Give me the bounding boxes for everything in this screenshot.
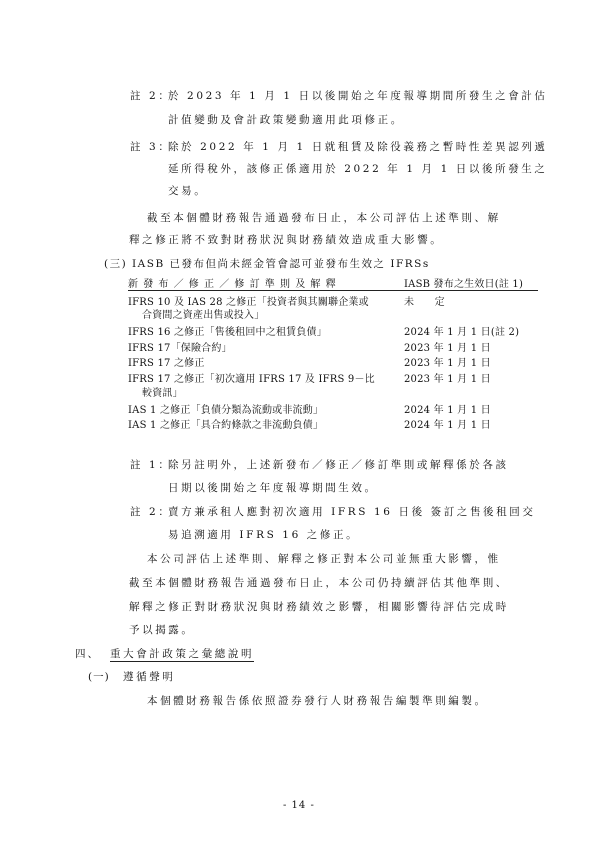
table-row-4-col2: 2023 年 1 月 1 日 — [404, 358, 491, 369]
subsection-1-body: 本個體財務報告係依照證券發行人財務報告編製準則編製。 — [147, 695, 488, 707]
section-4-title — [110, 646, 254, 661]
note-3-label: 註 3： — [130, 141, 172, 153]
table-row-1-col1b: 合資間之資產出售或投入」 — [142, 310, 265, 321]
note-2-text-line2: 計值變動及會計政策變動適用此項修正。 — [168, 114, 404, 126]
section-3-title: (三) IASB 已發布但尚未經金管會認可並發布生效之 IFRSs — [104, 258, 430, 270]
paragraph-2-line4: 予以揭露。 — [129, 624, 195, 636]
table-row-6-col1: IAS 1 之修正「負債分類為流動或非流動」 — [128, 405, 324, 416]
table-note-1-label: 註 1： — [130, 459, 172, 471]
section-4-number: 四、 — [75, 648, 100, 660]
table-row-1-col2: 未 定 — [404, 297, 445, 308]
paragraph-1-line1: 截至本個體財務報告通過發布日止，本公司評估上述準則、解 — [147, 212, 501, 224]
table-row-2-col2: 2024 年 1 月 1 日(註 2) — [404, 327, 520, 338]
table-row-4-col1: IFRS 17 之修正 — [128, 358, 205, 369]
table-header-rule — [128, 290, 538, 291]
table-row-7-col2: 2024 年 1 月 1 日 — [404, 420, 491, 431]
note-3-text-line1: 除於 2022 年 1 月 1 日就租賃及除役義務之暫時性差異認列遞 — [168, 141, 548, 153]
table-note-2-label: 註 2： — [130, 506, 172, 518]
table-note-2-line2: 易追溯適用 IFRS 16 之修正。 — [168, 529, 360, 541]
subsection-1-title: 遵循聲明 — [123, 671, 176, 683]
table-row-5-col2: 2023 年 1 月 1 日 — [404, 374, 491, 385]
subsection-1-label: (一) — [88, 671, 110, 683]
note-2-label: 註 2： — [130, 90, 172, 102]
table-row-7-col1: IAS 1 之修正「具合約條款之非流動負債」 — [128, 420, 324, 431]
table-header-col1: 新發布／修正／修訂準則及解釋 — [128, 279, 341, 290]
table-row-3-col2: 2023 年 1 月 1 日 — [404, 343, 491, 354]
paragraph-2-line3: 解釋之修正對財務狀況與財務績效之影響，相關影響待評估完成時 — [129, 601, 509, 613]
table-note-1-line1: 除另註明外，上述新發布／修正／修訂準則或解釋係於各該 — [168, 459, 509, 471]
table-row-3-col1: IFRS 17「保險合約」 — [128, 343, 232, 354]
table-row-6-col2: 2024 年 1 月 1 日 — [404, 405, 491, 416]
table-note-1-line2: 日期以後開始之年度報導期間生效。 — [168, 482, 378, 494]
note-2-text-line1: 於 2023 年 1 月 1 日以後開始之年度報導期間所發生之會計估 — [168, 90, 548, 102]
paragraph-2-line1: 本公司評估上述準則、解釋之修正對本公司並無重大影響，惟 — [147, 553, 501, 565]
note-3-text-line3: 交易。 — [168, 185, 208, 197]
table-header-col2: IASB 發布之生效日(註 1) — [404, 279, 524, 290]
section-4-title-text: 重大會計政策之彙總說明 — [110, 648, 255, 660]
table-row-5-col1a: IFRS 17 之修正「初次適用 IFRS 17 及 IFRS 9－比 — [128, 374, 375, 385]
paragraph-2-line2: 截至本個體財務報告通過發布日止，本公司仍持續評估其他準則、 — [129, 577, 509, 589]
note-3-text-line2: 延所得稅外，該修正係適用於 2022 年 1 月 1 日以後所發生之 — [168, 163, 548, 175]
table-row-1-col1a: IFRS 10 及 IAS 28 之修正「投資者與其關聯企業或 — [128, 297, 369, 308]
table-row-2-col1: IFRS 16 之修正「售後租回中之租賃負債」 — [128, 327, 327, 338]
table-note-2-line1: 賣方兼承租人應對初次適用 IFRS 16 日後 簽訂之售後租回交 — [168, 506, 536, 518]
paragraph-1-line2: 釋之修正將不致對財務狀況與財務績效造成重大影響。 — [129, 234, 444, 246]
table-row-5-col1b: 較資訊」 — [142, 388, 183, 399]
page-number: - 14 - — [283, 800, 315, 811]
